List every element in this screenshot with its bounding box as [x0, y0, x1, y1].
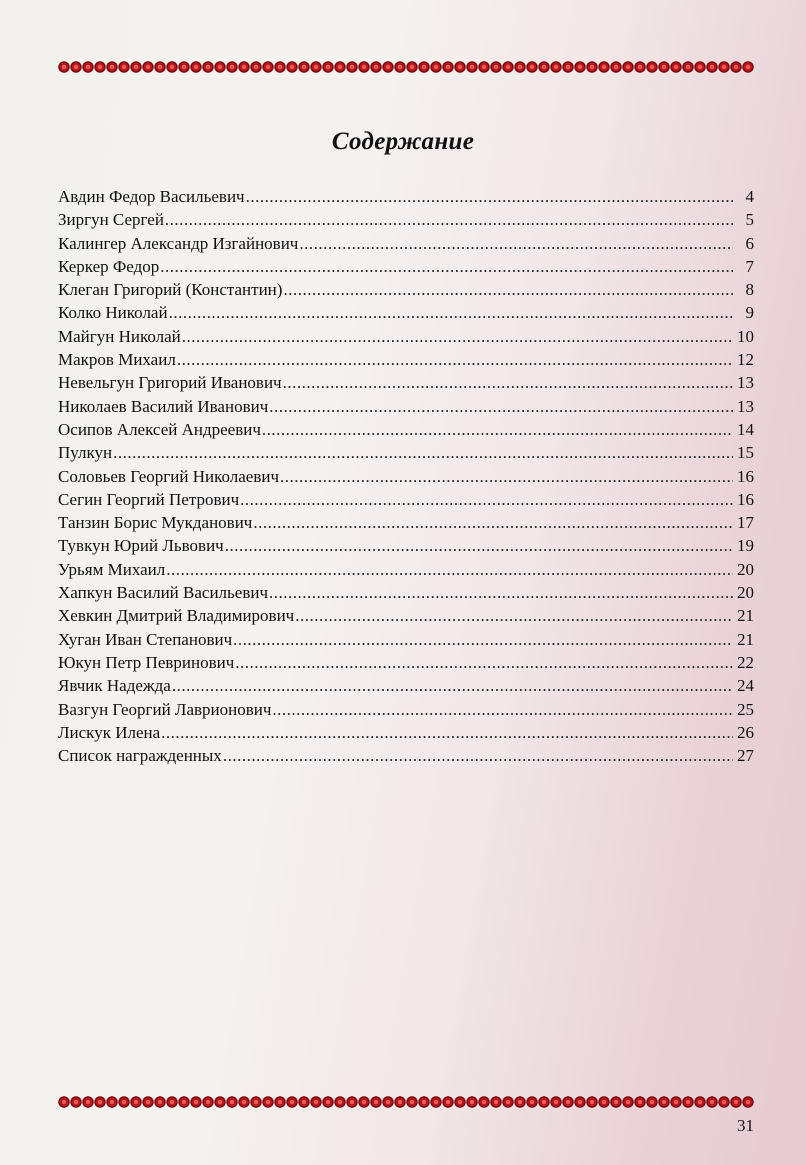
toc-entry-name: Хуган Иван Степанович: [58, 629, 233, 649]
toc-entry-page: 14: [737, 419, 754, 439]
toc-entry-name: Осипов Алексей Андреевич: [58, 419, 261, 439]
toc-entry-name: Явчик Надежда: [58, 676, 171, 696]
toc-entry-name: Авдин Федор Васильевич: [58, 187, 245, 206]
toc-entry: [58, 255, 754, 278]
toc-entry-page: 24: [737, 676, 754, 696]
toc-entry-page: 13: [737, 396, 754, 416]
toc-entry-name: Невельгун Григорий Иванович: [58, 373, 282, 393]
toc-entry-page: 25: [737, 699, 754, 719]
toc-entry-page: 26: [737, 722, 754, 742]
toc-entry: [58, 744, 754, 767]
toc-entry: [58, 628, 754, 651]
toc-dot-leader: [169, 301, 733, 324]
toc-entry: [58, 674, 754, 697]
toc-entry-name: Соловьев Георгий Николаевич: [58, 466, 279, 486]
toc-entry-name: Пулкун: [58, 443, 113, 463]
toc-entry-page: 9: [745, 303, 754, 323]
toc-dot-leader: [272, 698, 733, 721]
toc-entry-page: 27: [737, 746, 754, 766]
toc-dot-leader: [177, 348, 733, 371]
toc-dot-leader: [223, 744, 733, 767]
toc-dot-leader: [269, 581, 733, 604]
page-title: Содержание: [331, 128, 475, 155]
toc-entry-page: 5: [745, 210, 754, 230]
bottom-ornament-border: [58, 1096, 754, 1108]
toc-entry-page: 15: [737, 443, 754, 463]
toc-dot-leader: [160, 255, 733, 278]
toc-entry-page: 7: [745, 256, 754, 276]
toc-entry-name: Майгун Николай: [58, 326, 181, 346]
toc-entry-page: 20: [737, 583, 754, 603]
toc-entry: [58, 698, 754, 721]
toc-entry: [58, 721, 754, 744]
toc-dot-leader: [262, 418, 733, 441]
toc-entry-page: 16: [737, 466, 754, 486]
top-ornament-border: [58, 61, 754, 73]
toc-entry-name: Лискук Илена: [58, 722, 161, 742]
toc-entry-page: 20: [737, 559, 754, 579]
toc-entry: [58, 208, 754, 231]
toc-entry-name: Юкун Петр Певринович: [58, 652, 235, 672]
toc-entry: [58, 604, 754, 627]
toc-entry: [58, 395, 754, 418]
toc-entry-name: Вазгун Георгий Лаврионович: [58, 699, 272, 719]
toc-entry: [58, 232, 754, 255]
toc-dot-leader: [246, 185, 733, 208]
toc-entry: [58, 371, 754, 394]
toc-entry-page: 10: [737, 326, 754, 346]
toc-dot-leader: [113, 441, 733, 464]
toc-entry-name: Урьям Михаил: [58, 559, 166, 579]
toc-entry-page: 22: [737, 652, 754, 672]
toc-dot-leader: [283, 278, 733, 301]
toc-dot-leader: [233, 628, 733, 651]
toc-entry: [58, 278, 754, 301]
toc-dot-leader: [283, 371, 733, 394]
toc-entry-name: Список награжденных: [58, 746, 222, 766]
toc-entry-name: Тувкун Юрий Львович: [58, 536, 224, 556]
toc-dot-leader: [280, 465, 733, 488]
toc-dot-leader: [165, 208, 733, 231]
toc-entry-name: Макров Михаил: [58, 350, 176, 370]
toc-entry-name: Сегин Георгий Петрович: [58, 489, 240, 509]
table-of-contents: [58, 185, 754, 767]
toc-entry-name: Колко Николай: [58, 303, 168, 323]
toc-entry: [58, 558, 754, 581]
toc-dot-leader: [299, 232, 733, 255]
toc-entry-name: Хапкун Василий Васильевич: [58, 583, 269, 603]
toc-entry: [58, 325, 754, 348]
toc-dot-leader: [172, 674, 733, 697]
toc-entry-page: 21: [737, 606, 754, 626]
toc-entry-page: 21: [737, 629, 754, 649]
toc-entry-page: 17: [737, 513, 754, 533]
toc-entry-page: 19: [737, 536, 754, 556]
toc-entry-page: 13: [737, 373, 754, 393]
toc-entry: [58, 441, 754, 464]
toc-dot-leader: [295, 604, 733, 627]
toc-entry-name: Клеган Григорий (Константин): [58, 280, 283, 300]
toc-entry-name: Керкер Федор: [58, 256, 160, 276]
toc-entry: [58, 465, 754, 488]
toc-entry-name: Калингер Александр Изгайнович: [58, 233, 299, 253]
toc-dot-leader: [269, 395, 733, 418]
toc-entry-name: Танзин Борис Мукданович: [58, 513, 253, 533]
toc-entry-name: Зиргун Сергей: [58, 210, 164, 230]
toc-entry-page: 16: [737, 489, 754, 509]
toc-entry: [58, 301, 754, 324]
toc-entry: [58, 651, 754, 674]
toc-entry: [58, 511, 754, 534]
toc-entry: [58, 418, 754, 441]
toc-entry-name: Николаев Василий Иванович: [58, 396, 269, 416]
toc-entry-page: 8: [745, 280, 754, 300]
toc-dot-leader: [253, 511, 733, 534]
toc-entry: [58, 488, 754, 511]
toc-dot-leader: [161, 721, 733, 744]
toc-entry: [58, 348, 754, 371]
toc-entry-name: Хевкин Дмитрий Владимирович: [58, 606, 295, 626]
toc-entry: [58, 185, 754, 208]
toc-dot-leader: [240, 488, 733, 511]
toc-entry-page: 4: [745, 187, 754, 206]
toc-dot-leader: [166, 558, 733, 581]
page-number: 31: [737, 1116, 754, 1135]
toc-dot-leader: [235, 651, 733, 674]
toc-entry: [58, 534, 754, 557]
toc-entry-page: 6: [745, 233, 754, 253]
toc-dot-leader: [225, 534, 733, 557]
toc-entry: [58, 581, 754, 604]
toc-dot-leader: [182, 325, 733, 348]
toc-entry-page: 12: [737, 350, 754, 370]
